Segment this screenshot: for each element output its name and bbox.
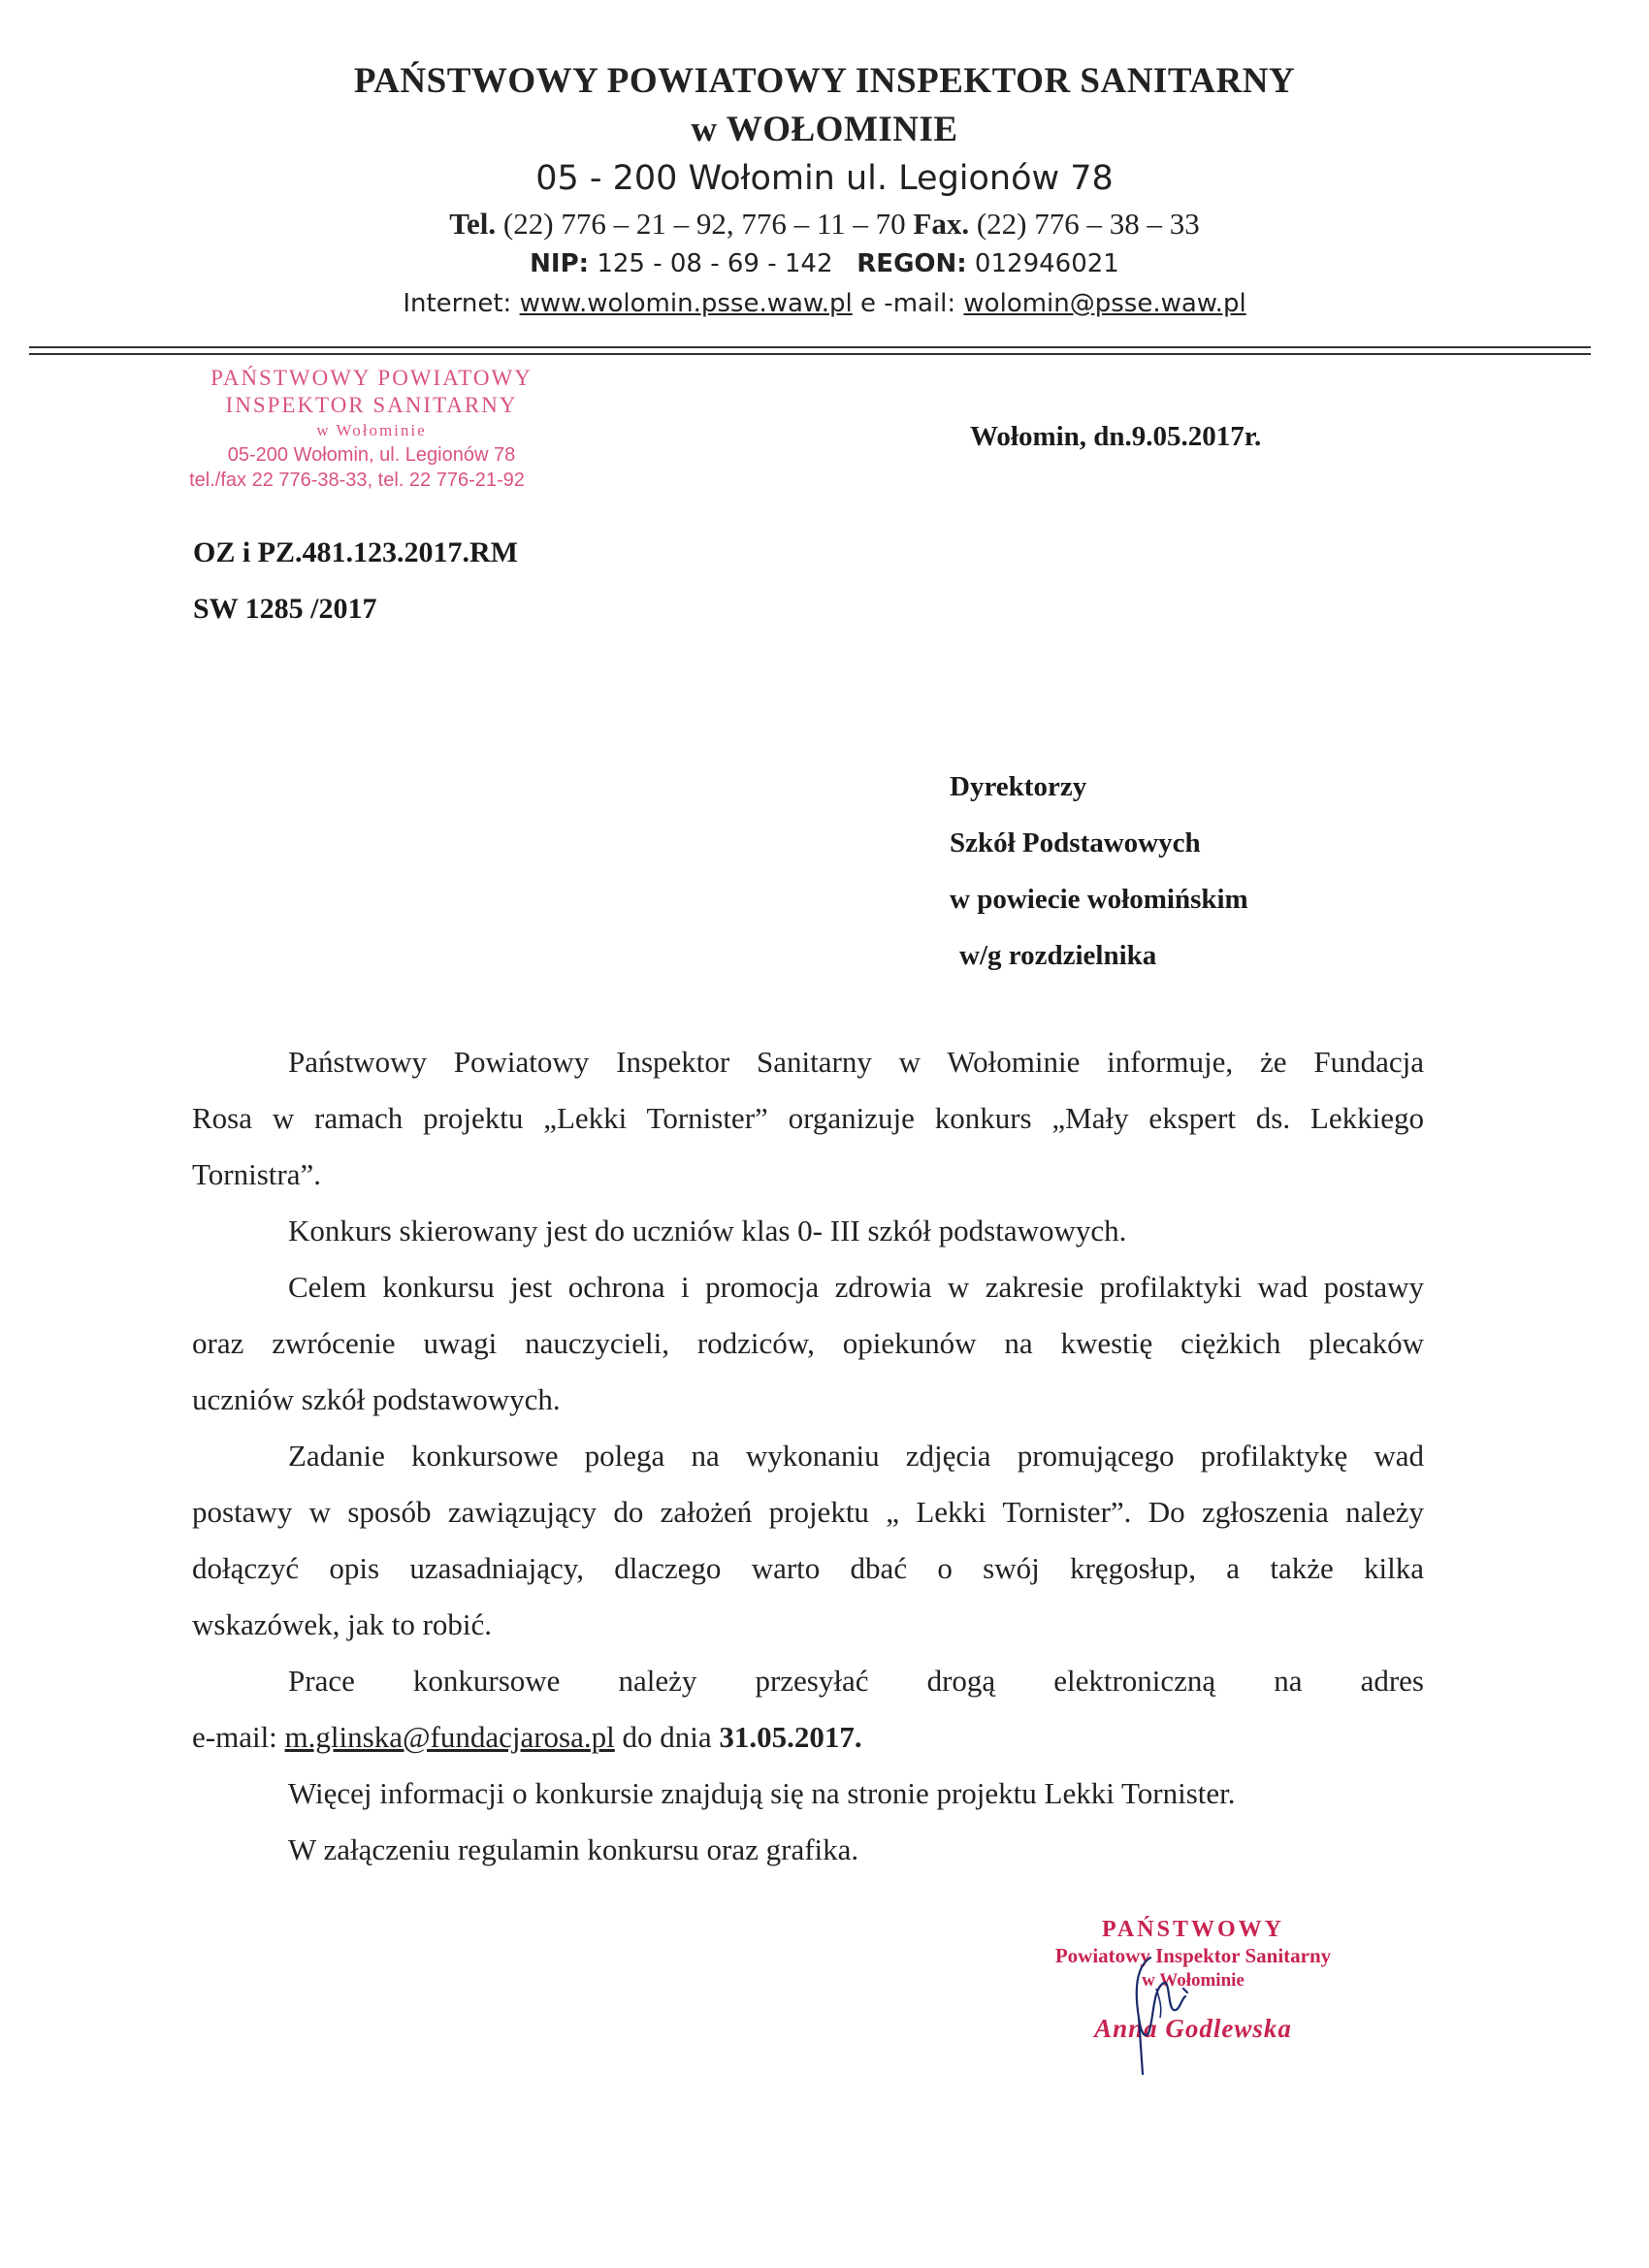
signature-name: Anna Godlewska bbox=[1094, 2014, 1292, 2043]
paragraph-3-line-2: oraz zwrócenie uwagi nauczycieli, rodziców, opiekunów na kwestię ciężkich plecaków bbox=[192, 1326, 1424, 1360]
signature-stamp-line-2: Powiatowy Inspektor Sanitarny bbox=[1054, 1944, 1332, 1967]
contest-email-link[interactable]: m.glinska@fundacjarosa.pl bbox=[284, 1720, 615, 1754]
website-link[interactable]: www.wolomin.psse.waw.pl bbox=[519, 289, 853, 318]
tel-label: Tel. bbox=[449, 207, 497, 241]
institution-location: w WOŁOMINIE bbox=[691, 110, 958, 149]
signature-stamp-line-3: w Wołominie bbox=[1142, 1970, 1245, 1991]
phone-fax-line bbox=[0, 207, 1649, 242]
p5-word-1: Prace bbox=[288, 1664, 355, 1698]
stamp-line-2: INSPEKTOR SANITARNY bbox=[225, 393, 518, 417]
p5-word-4: przesyłać bbox=[755, 1664, 869, 1698]
nip-value: 125 - 08 - 69 - 142 bbox=[589, 249, 833, 278]
paragraph-1-line-1: Państwowy Powiatowy Inspektor Sanitarny w Wołominie informuje, że Fundacja bbox=[288, 1045, 1424, 1079]
p5-word-7: na bbox=[1274, 1664, 1303, 1698]
email-label: e -mail: bbox=[852, 289, 964, 318]
letter-date: Wołomin, dn.9.05.2017r. bbox=[970, 421, 1262, 452]
handwritten-signature bbox=[1106, 1950, 1212, 2076]
internet-label: Internet: bbox=[403, 289, 520, 318]
stamp-line-3: w Wołominie bbox=[316, 421, 427, 439]
stamp-line-5: tel./fax 22 776-38-33, tel. 22 776-21-92 bbox=[189, 470, 525, 491]
paragraph-6: Więcej informacji o konkursie znajdują się na stronie projektu Lekki Tornister. bbox=[288, 1776, 1236, 1810]
reference-number: OZ i PZ.481.123.2017.RM bbox=[193, 536, 518, 568]
institution-address: 05 - 200 Wołomin ul. Legionów 78 bbox=[535, 159, 1114, 198]
regon-label: REGON: bbox=[857, 249, 967, 278]
recipient-line-1: Dyrektorzy bbox=[950, 771, 1087, 802]
deadline-date: 31.05.2017. bbox=[719, 1720, 862, 1754]
recipient-line-2: Szkół Podstawowych bbox=[950, 827, 1201, 859]
paragraph-4-line-4: wskazówek, jak to robić. bbox=[192, 1607, 493, 1641]
p5-word-5: drogą bbox=[926, 1664, 996, 1698]
fax-number: (22) 776 – 38 – 33 bbox=[969, 207, 1200, 241]
paragraph-4-line-3: dołączyć opis uzasadniający, dlaczego warto dbać o swój kręgosłup, a także kilka bbox=[192, 1551, 1424, 1585]
paragraph-3-line-3: uczniów szkół podstawowych. bbox=[192, 1382, 561, 1416]
paragraph-3-line-1: Celem konkursu jest ochrona i promocja zdrowia w zakresie profilaktyki wad postawy bbox=[288, 1270, 1424, 1304]
stamp-line-1: PAŃSTWOWY POWIATOWY bbox=[210, 366, 533, 390]
header-divider-bottom bbox=[29, 353, 1591, 355]
regon-value: 012946021 bbox=[966, 249, 1119, 278]
paragraph-5-line-2 bbox=[192, 1709, 862, 1766]
stamp-line-4: 05-200 Wołomin, ul. Legionów 78 bbox=[227, 444, 516, 466]
case-number: SW 1285 /2017 bbox=[193, 593, 377, 625]
fax-label: Fax. bbox=[913, 207, 970, 241]
email-link[interactable]: wolomin@psse.waw.pl bbox=[963, 289, 1246, 318]
paragraph-1-line-3: Tornistra”. bbox=[192, 1157, 321, 1191]
paragraph-4-line-2: postawy w sposób zawiązujący do założeń projektu „ Lekki Tornister”. Do zgłoszenia należy bbox=[192, 1495, 1424, 1529]
p5-word-8: adres bbox=[1360, 1664, 1424, 1698]
paragraph-7: W załączeniu regulamin konkursu oraz grafika. bbox=[288, 1832, 859, 1866]
recipient-line-4: w/g rozdzielnika bbox=[959, 940, 1157, 971]
paragraph-5-line-1 bbox=[288, 1653, 1424, 1709]
contest-email-label: e-mail: bbox=[192, 1720, 285, 1754]
p5-word-6: elektroniczną bbox=[1053, 1664, 1216, 1698]
tel-numbers: (22) 776 – 21 – 92, 776 – 11 – 70 bbox=[496, 207, 914, 241]
nip-label: NIP: bbox=[530, 249, 590, 278]
signature-stamp-line-1: PAŃSTWOWY bbox=[1102, 1917, 1284, 1942]
institution-title: PAŃSTWOWY POWIATOWY INSPEKTOR SANITARNY bbox=[353, 61, 1296, 101]
deadline-label: do dnia bbox=[614, 1720, 720, 1754]
p5-word-2: konkursowe bbox=[412, 1664, 561, 1698]
recipient-line-3: w powiecie wołomińskim bbox=[950, 884, 1248, 915]
paragraph-2: Konkurs skierowany jest do uczniów klas 0- III szkół podstawowych. bbox=[288, 1214, 1127, 1247]
paragraph-4-line-1: Zadanie konkursowe polega na wykonaniu zdjęcia promującego profilaktykę wad bbox=[288, 1439, 1424, 1473]
internet-line bbox=[0, 289, 1649, 318]
header-divider-top bbox=[29, 346, 1591, 348]
nip-regon-line bbox=[0, 249, 1649, 278]
recipient-block bbox=[950, 759, 1248, 984]
institution-stamp bbox=[158, 365, 585, 493]
paragraph-1-line-2: Rosa w ramach projektu „Lekki Tornister” organizuje konkurs „Mały ekspert ds. Lekkiego bbox=[192, 1101, 1424, 1135]
p5-word-3: należy bbox=[618, 1664, 697, 1698]
